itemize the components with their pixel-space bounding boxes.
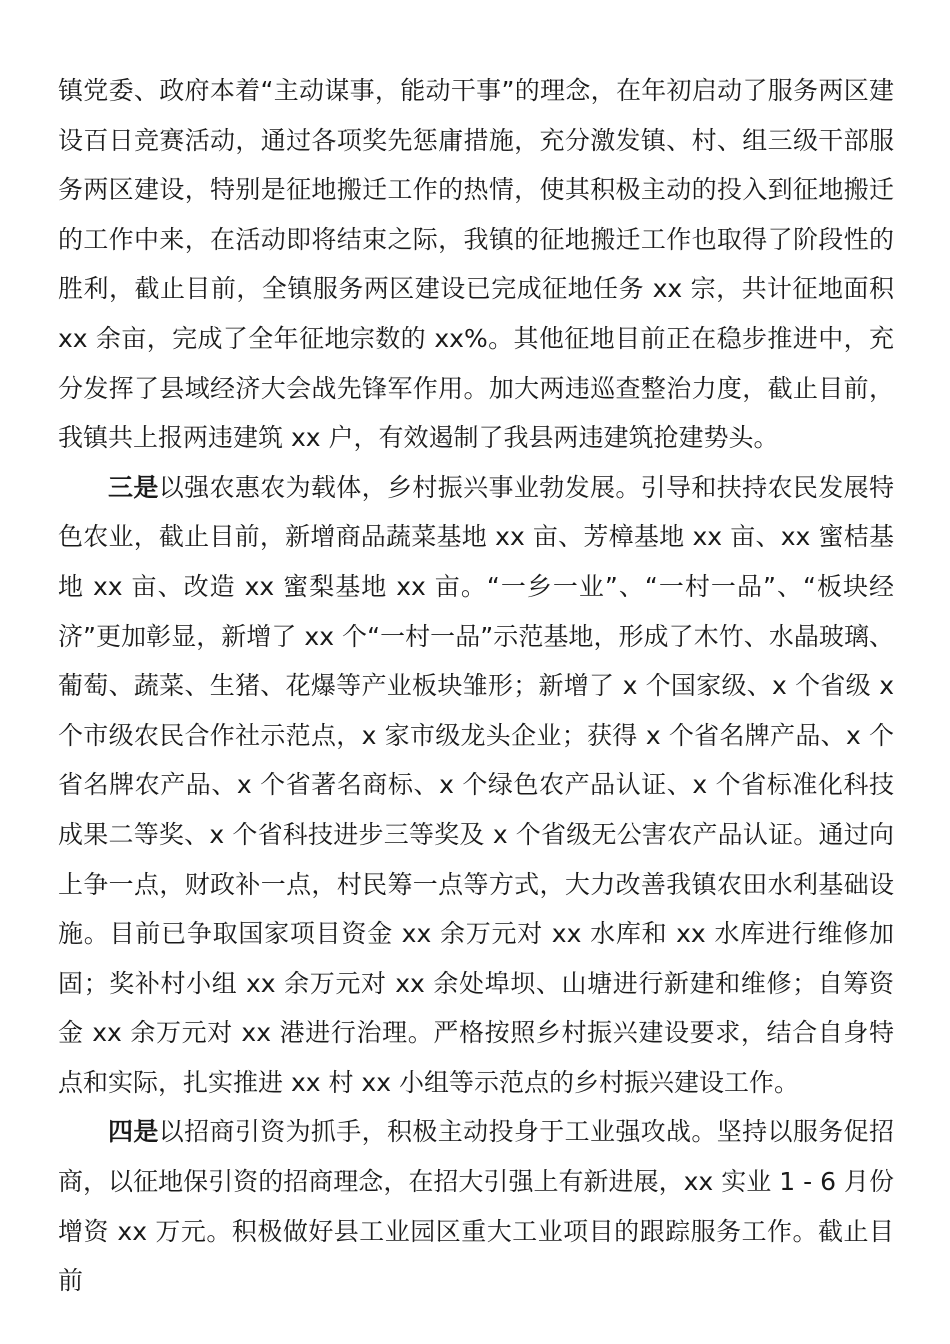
document-body [58, 66, 894, 1306]
paragraph-3 [58, 1107, 894, 1305]
paragraph-2-text: 以强农惠农为载体，乡村振兴事业勃发展。引导和扶持农民发展特色农业，截止目前，新增商品蔬菜基地 xx 亩、芳樟基地 xx 亩、xx 蜜桔基地 xx 亩、改造 xx 蜜梨基地 xx 亩。“一乡一业”、“一村一品”、“板块经济”更加彰显，新增了 xx 个“一村一品”示范基地，形成了木竹、水晶玻璃、葡萄、蔬菜、生猪、花爆等产业板块雏形；新增了 x 个国家级、x 个省级 x 个市级农民合作社示范点，x 家市级龙头企业；获得 x 个省名牌产品、x 个省名牌农产品、x 个省著名商标、x 个绿色农产品认证、x 个省标准化科技成果二等奖、x 个省科技进步三等奖及 x 个省级无公害农产品认证。通过向上争一点，财政补一点，村民筹一点等方式，大力改善我镇农田水利基础设施。目前已争取国家项目资金 xx 余万元对 xx 水库和 xx 水库进行维修加固；奖补村小组 xx 余万元对 xx 余处埠坝、山塘进行新建和维修；自筹资金 xx 余万元对 xx 港进行治理。严格按照乡村振兴建设要求，结合自身特点和实际，扎实推进 xx 村 xx 小组等示范点的乡村振兴建设工作。 [58, 472, 894, 1097]
paragraph-1-text: 镇党委、政府本着“主动谋事，能动干事”的理念，在年初启动了服务两区建设百日竞赛活动，通过各项奖先惩庸措施，充分激发镇、村、组三级干部服务两区建设，特别是征地搬迁工作的热情，使其积极主动的投入到征地搬迁的工作中来，在活动即将结束之际，我镇的征地搬迁工作也取得了阶段性的胜利，截止目前，全镇服务两区建设已完成征地任务 xx 宗，共计征地面积 xx 余亩，完成了全年征地宗数的 xx%。其他征地目前正在稳步推进中，充分发挥了县域经济大会战先锋军作用。加大两违巡查整治力度，截止目前，我镇共上报两违建筑 xx 户，有效遏制了我县两违建筑抢建势头。 [58, 76, 894, 453]
paragraph-1 [58, 66, 894, 463]
paragraph-3-text: 以招商引资为抓手，积极主动投身于工业强攻战。坚持以服务促招商，以征地保引资的招商理念，在招大引强上有新进展，xx 实业 1 - 6 月份增资 xx 万元。积极做好县工业园区重大工业项目的跟踪服务工作。截止目前 [58, 1117, 894, 1296]
paragraph-2 [58, 463, 894, 1108]
paragraph-2-lead: 三是 [108, 472, 159, 502]
paragraph-3-lead: 四是 [108, 1117, 159, 1147]
